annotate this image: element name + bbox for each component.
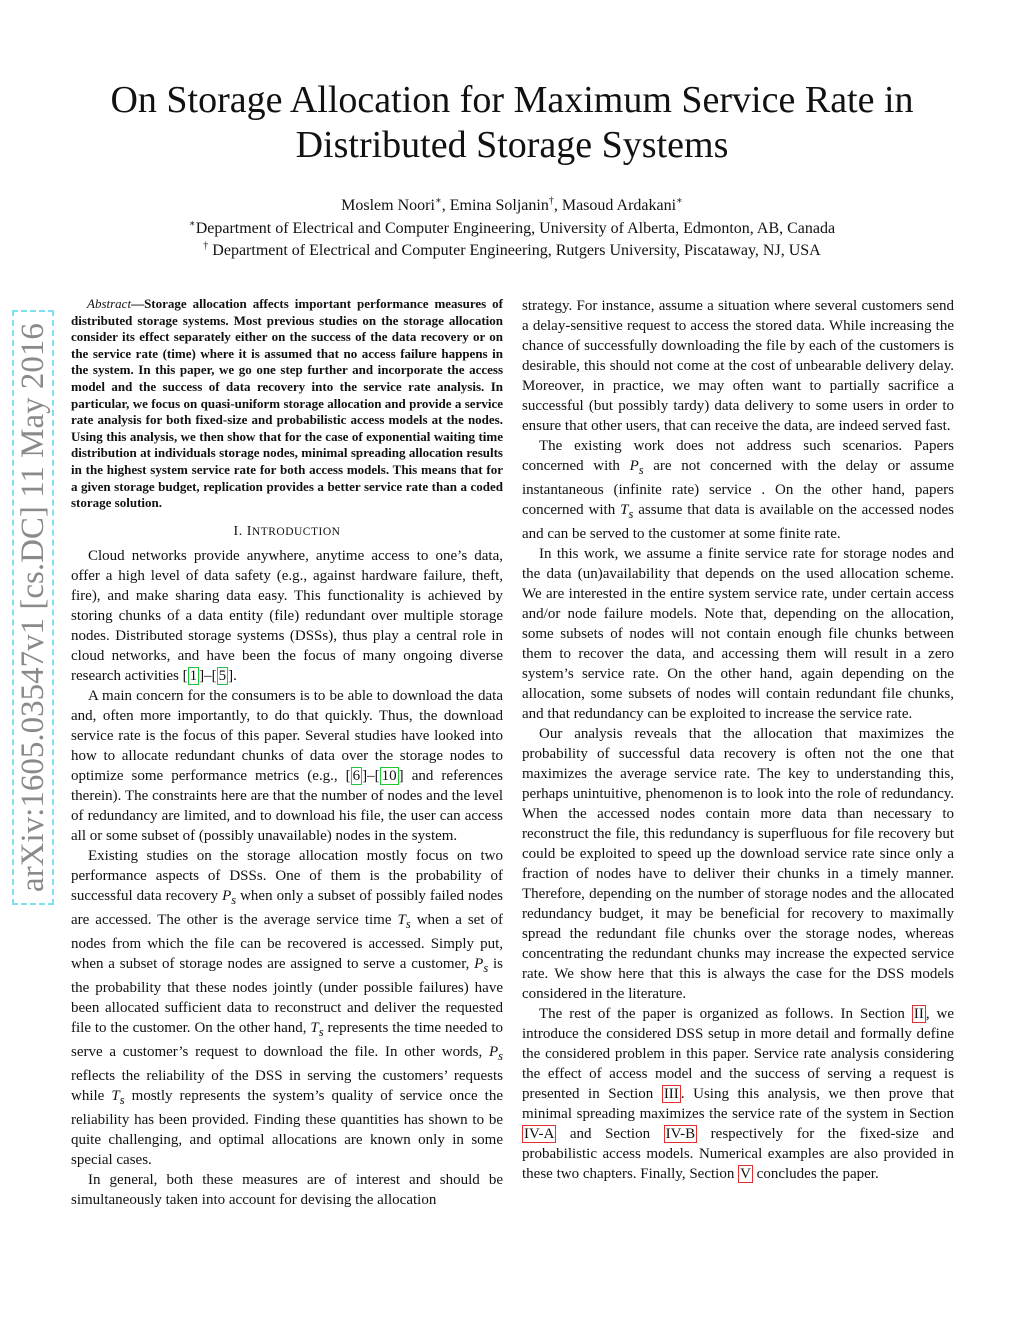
math-sub: s <box>498 1048 503 1063</box>
paragraph-text: The existing work does not address such scenarios. Papers concerned with <box>522 438 954 474</box>
math-base: P <box>222 887 232 904</box>
math-base: P <box>488 1043 499 1060</box>
section-link[interactable]: V <box>740 1166 751 1182</box>
paragraph-text: respectively for the fixed-size and probabilistic access models. Numerical examples are also provided in these two chapters. Finally, Section <box>522 1126 955 1182</box>
citation-link[interactable]: 1 <box>189 667 198 684</box>
affiliation-text: Department of Electrical and Computer Engineering, Rutgers University, Piscataway, NJ, USA <box>208 242 821 259</box>
right-paragraph-4: Our analysis reveals that the allocation that maximizes the probability of successful data recovery is often not the one that maximizes the average service rate. The key to understanding this, perhaps unintuitive, phenomenon is to look into the role of redundancy. When the accessed nodes contain more data than necessary to reconstruct the file, this redundancy is superfluous for file recovery but could be exploited to speed up the download service rate since only a fraction of nodes have to deliver their chunks in a timely manner. Therefore, depending on the number of storage nodes and the allocated redundancy budget, it may be beneficial for recovery to maximally spread the redundant file chunks over the storage nodes, whereas concentrating the redundant chunks may increase the expected service rate. We show here that this is always the case for the DSS models considered in the literature. <box>522 726 954 1002</box>
citation-link[interactable]: 6 <box>352 767 361 784</box>
right-paragraph-3: In this work, we assume a finite service rate for storage nodes and the data (un)availability that depends on the used allocation scheme. We are interested in the entire system service rate, under certain access and/or node failure models. Note that, depending on the allocation, some subsets of nodes will not contain enough file chunks between them to recover the data, and accessing them will result in a zero system’s service rate. On the other hand, again depending on the allocation, some subsets of nodes will contain redundant file chunks, and that redundancy can be exploited to increase the service rate. <box>522 546 954 722</box>
paragraph-text: , we introduce the considered DSS setup in more detail and formally define the considered problem in this paper. Service rate analysis considering the effect of access model and the success of serving a request is presented in Section <box>522 1006 954 1102</box>
paragraph-text: when only a subset of possibly failed nodes are accessed. The other is the average service time <box>71 887 503 928</box>
citation-link[interactable]: 5 <box>218 667 227 684</box>
paragraph-text: concludes the paper. <box>752 1166 879 1182</box>
right-column <box>522 296 954 1184</box>
author-mark: ∗ <box>434 195 442 207</box>
affiliation-mark: † <box>203 240 209 252</box>
section-link[interactable]: IV-B <box>665 1126 696 1142</box>
abstract <box>71 296 503 512</box>
paragraph-text: and Section <box>556 1126 664 1142</box>
paragraph-text: Cloud networks provide anywhere, anytime access to one’s data, offer a high level of data safety (e.g., against hardware failure, theft, fire), and make sharing data easy. This functionality is achieved by storing chunks of a data entity (file) redundant over multiple storage nodes. Distributed storage systems (DSSs), thus play a central role in cloud networks, and have been the focus of many ongoing diverse research activities <box>71 547 503 684</box>
abstract-lead: Abstract <box>87 296 132 311</box>
paragraph-text: represents the time needed to serve a customer’s request to download the file. In other words, <box>71 1019 503 1060</box>
right-paragraph-1: strategy. For instance, assume a situation where several customers send a delay-sensitive request to access the stored data. While increasing the chance of successfully downloading the file by each of the customers is desirable, this should not come at the cost of unbearable delivery delay. Moreover, in practice, we may often want to partially sacrifice a successful (but possibly tardy) data delivery to some users in order to ensure that other users, that can receive the data, are indeed served fast. <box>522 298 954 434</box>
math-ts <box>397 911 411 931</box>
affiliation-alberta <box>0 218 1024 240</box>
range-dash: – <box>204 667 212 684</box>
paragraph-text: is the probability that these nodes jointly (under possible failures) have been allocated sufficient data to reconstruct and deliver the requested file to the customer. On the other hand, <box>71 955 503 1036</box>
math-ts <box>111 1087 125 1107</box>
paragraph-text: The rest of the paper is organized as follows. In Section <box>539 1006 912 1022</box>
paragraph-text: A main concern for the consumers is to be able to download the data and, often more importantly, to do that quickly. Thus, the download service rate is the focus of this paper. Several studies have looked into how to allocate redundant chunks of data over the storage nodes to optimize some performance metrics (e.g., <box>71 687 503 784</box>
math-sub: s <box>405 916 411 931</box>
paragraph-text: . Using this analysis, we then prove that minimal spreading maximizes the service rate of the system in Section <box>522 1086 955 1122</box>
range-dash: – <box>367 767 375 784</box>
paragraph-text: reflects the reliability of the DSS in serving the customers’ requests while <box>71 1067 503 1104</box>
math-base: T <box>397 911 406 928</box>
paper-title <box>60 78 964 168</box>
paragraph-text: are not concerned with the delay or assume instantaneous (infinite rate) service . On the other hand, papers concerned with <box>522 458 954 518</box>
affiliation-text: Department of Electrical and Computer Engineering, University of Alberta, Edmonton, AB, Canada <box>195 220 836 237</box>
intro-paragraph-2: A main concern for the consumers is to be able to download the data and, often more importantly, to do that quickly. Thus, the download service rate is the focus of this paper. Several studies have looked into how to allocate redundant chunks of data over the storage nodes to optimize some performance metrics (e.g., [ 6 ]–[ 10 ] and references therein). The constraints here are that the number of nodes and the level of redundancy are limited, and to download his file, the user can access all or some subset of (possibly unavailable) nodes in the system. <box>71 687 503 844</box>
math-sub: s <box>638 463 644 477</box>
math-ts <box>310 1019 324 1039</box>
paragraph-text: mostly represents the system’s quality of service once the reliability has been provided. Finding these quantities has shown to be quite challenging, and optimal allocations are known only in some special cases. <box>71 1087 503 1168</box>
abstract-text: —Storage allocation affects important performance measures of distributed storage systems. Most previous studies on the storage allocation consider its effect separately either on the success of the data recovery or on the service rate (time) where it is assumed that no access failure happens in the system. In this paper, we go one step further and incorporate the access model and the success of data recovery into the service rate analysis. In particular, we focus on quasi-uniform storage allocation and provide a service rate analysis for both fixed-size and probabilistic access models at the nodes. Using this analysis, we then show that for the case of exponential waiting time distribution at individuals storage nodes, minimal spreading allocation results in the highest system service rate for both access models. This means that for a given storage budget, replication provides a better service rate than a coded storage solution. <box>71 296 503 511</box>
section-link[interactable]: III <box>663 1086 679 1102</box>
math-base: T <box>111 1087 120 1104</box>
math-sub: s <box>628 507 634 521</box>
section-heading-introduction <box>71 522 503 542</box>
section-link[interactable]: IV-A <box>524 1126 555 1142</box>
affiliation-rutgers <box>0 240 1024 262</box>
math-ps <box>474 955 489 975</box>
section-title-first: I <box>246 523 252 539</box>
intro-paragraph-3 <box>71 846 503 1170</box>
author-name: Emina Soljanin <box>449 197 549 214</box>
title-line-2: Distributed Storage Systems <box>295 124 729 166</box>
paragraph-text: and references therein). The constraints here are that the number of nodes and the level of redundancy are limited, and to download his file, the user can access all or some subset of (possibly unavailable) nodes in the system. <box>71 767 503 844</box>
right-paragraph-2 <box>522 436 954 544</box>
affiliation-mark: ∗ <box>188 218 196 230</box>
intro-paragraph-1: Cloud networks provide anywhere, anytime access to one’s data, offer a high level of data safety (e.g., against hardware failure, theft, fire), and make sharing data easy. This functionality is achieved by storing chunks of a data entity (file) redundant over multiple storage nodes. Distributed storage systems (DSSs), thus play a central role in cloud networks, and have been the focus of many ongoing diverse research activities [ 1 ]–[ 5 ]. <box>71 547 503 684</box>
title-line-1: On Storage Allocation for Maximum Service Rate in <box>110 79 914 121</box>
math-base: P <box>629 458 639 474</box>
math-base: T <box>310 1019 319 1036</box>
left-column <box>71 296 503 1210</box>
right-paragraph-5 <box>522 1004 954 1184</box>
paragraph-text: . <box>233 667 237 684</box>
author-mark: ∗ <box>676 195 683 207</box>
math-ts <box>620 502 634 521</box>
math-ps <box>222 887 237 907</box>
math-ps <box>488 1043 503 1063</box>
math-sub: s <box>483 960 489 975</box>
section-link[interactable]: II <box>913 1006 924 1022</box>
intro-paragraph-4: In general, both these measures are of interest and should be simultaneously taken into account for devising the allocation <box>71 1171 503 1208</box>
paragraph-text: Existing studies on the storage allocation mostly focus on two performance aspects of DSSs. One of them is the probability of successful data recovery <box>71 847 503 904</box>
author-list: Moslem Noori∗, Emina Soljanin†, Masoud Ardakani∗ <box>341 195 683 214</box>
citation-link[interactable]: 10 <box>381 767 397 784</box>
math-ps <box>629 458 644 477</box>
arxiv-stamp[interactable]: arXiv:1605.03547v1 [cs.DC] 11 May 2016 <box>12 310 54 905</box>
math-sub: s <box>231 892 237 907</box>
paragraph-text: assume that data is available on the accessed nodes and can be served to the customer at some finite rate. <box>522 502 955 542</box>
paragraph-text: when a set of nodes from which the file can be recovered is accessed. Simply put, when a subset of storage nodes are assigned to serve a customer, <box>71 911 504 972</box>
math-sub: s <box>119 1092 125 1107</box>
math-base: T <box>620 502 629 518</box>
author-mark: † <box>548 195 554 207</box>
author-name: Moslem Noori <box>341 197 435 214</box>
math-sub: s <box>318 1024 324 1039</box>
section-title-rest: NTRODUCTION <box>251 525 341 538</box>
math-base: P <box>474 955 484 972</box>
author-name: Masoud Ardakani <box>561 197 677 214</box>
section-number: I. <box>233 523 247 539</box>
